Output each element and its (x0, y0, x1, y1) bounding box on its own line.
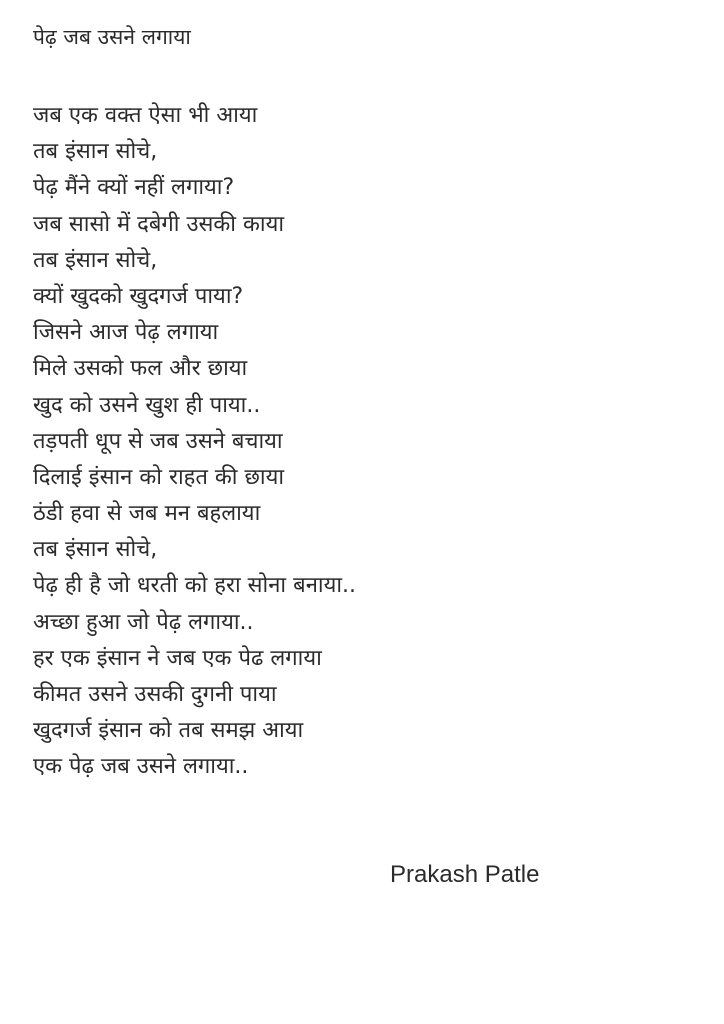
poem-line: पेढ़ मैंने क्यों नहीं लगाया? (33, 175, 235, 201)
poem-line: जब सासो में दबेगी उसकी काया (33, 211, 285, 237)
poem-line: कीमत उसने उसकी दुगनी पाया (33, 682, 277, 707)
poem-body (33, 98, 356, 786)
poem-line: ठंडी हवा से जब मन बहलाया (33, 501, 261, 527)
poem-line: खुदगर्ज इंसान को तब समझ आया (33, 718, 304, 744)
poem-title: पेढ़ जब उसने लगाया (33, 25, 191, 49)
poem-line: क्यों खुदको खुदगर्ज पाया? (33, 283, 244, 309)
poem-line: जब एक वक्त ऐसा भी आया (33, 103, 258, 128)
poem-line: दिलाई इंसान को राहत की छाया (33, 464, 285, 490)
poem-line: तब इंसान सोचे, (33, 537, 158, 563)
poem-line: मिले उसको फल और छाया (33, 356, 248, 382)
poem-line: अच्छा हुआ जो पेढ़ लगाया.. (33, 609, 254, 635)
author-signature: Prakash Patle (390, 861, 540, 888)
poem-line: तब इंसान सोचे, (33, 139, 158, 165)
poem-line: तब इंसान सोचे, (33, 247, 158, 273)
poem-line: पेढ़ ही है जो धरती को हरा सोना बनाया.. (33, 573, 357, 599)
poem-line: हर एक इंसान ने जब एक पेढ लगाया (33, 645, 322, 671)
poem-line: तड़पती धूप से जब उसने बचाया (33, 428, 283, 454)
poem-line: जिसने आज पेढ़ लगाया (33, 320, 219, 346)
poem-line: खुद को उसने खुश ही पाया.. (33, 392, 261, 418)
poem-line: एक पेढ़ जब उसने लगाया.. (33, 754, 249, 780)
